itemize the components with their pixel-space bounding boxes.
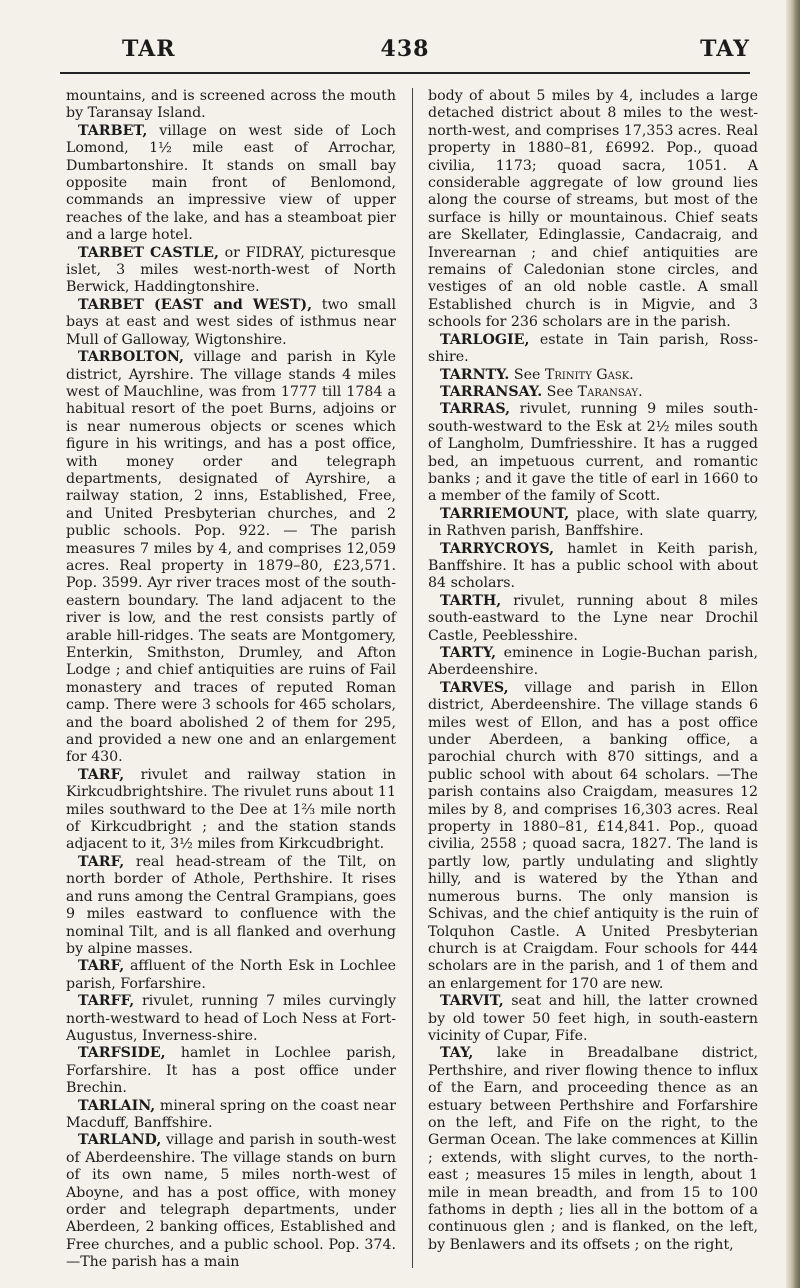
gazetteer-entry xyxy=(428,384,758,401)
entry-text: See xyxy=(542,383,578,400)
gazetteer-entry xyxy=(66,993,396,1045)
left-column xyxy=(66,88,396,1272)
gazetteer-entry xyxy=(66,349,396,767)
entry-text: hamlet in Lochlee parish, Forfarshire. It has a post office under Brechin. xyxy=(66,1045,396,1097)
entry-headword: TARVES, xyxy=(440,679,509,696)
entry-headword: TARRAS, xyxy=(440,401,511,418)
gazetteer-entry xyxy=(66,88,396,123)
gazetteer-entry xyxy=(66,1098,396,1133)
entry-text: affluent of the North Esk in Lochlee parish, Forfarshire. xyxy=(66,958,396,992)
book-page-edge xyxy=(786,0,800,1288)
entry-headword: TARNTY. xyxy=(440,366,510,383)
page-header xyxy=(60,36,750,66)
header-right-guide-word: TAY xyxy=(700,36,750,62)
gazetteer-entry xyxy=(428,367,758,384)
gazetteer-entry xyxy=(66,958,396,993)
gazetteer-entry xyxy=(66,1045,396,1097)
entry-text: body of about 5 miles by 4, includes a large detached district about 8 miles to the west-north-west, and comprises 17,353 acres. Real property in 1880–81, £6992. Pop., quoad civilia, 1173; quoad sacra, 1051. A considerable aggregate of low ground lies along the course of streams, but most of the surface is hilly or mountainous. Chief seats are Skellater, Edinglassie, Candacraig, and Inverearnan ; and chief antiquities are remains of Caledonian stone circles, and vestiges of an old noble castle. A small Established church is in Migvie, and 3 schools for 236 scholars are in the parish. xyxy=(428,88,758,331)
gazetteer-entry xyxy=(428,88,758,332)
gazetteer-entry xyxy=(66,297,396,349)
cross-reference: Trinity Gask. xyxy=(544,366,634,383)
entry-headword: TARRANSAY. xyxy=(440,383,543,400)
entry-headword: TAY, xyxy=(440,1045,474,1062)
cross-reference: Taransay. xyxy=(577,383,643,400)
gazetteer-entry xyxy=(428,401,758,505)
entry-headword: TARFSIDE, xyxy=(78,1045,166,1062)
entry-text: village on west side of Loch Lomond, 1½ mile east of Arrochar, Dumbartonshire. It stands on small bay opposite main front of Benlomond, commands an impressive view of upper reaches of the lake, and has a steamboat pier and a large hotel. xyxy=(66,122,396,244)
entry-text: mineral spring on the coast near Macduff, Banffshire. xyxy=(66,1097,396,1131)
entry-text: place, with slate quarry, in Rathven parish, Banffshire. xyxy=(428,505,758,540)
column-divider xyxy=(412,88,413,1268)
gazetteer-entry xyxy=(428,1045,758,1254)
entry-headword: TARBET, xyxy=(78,122,148,139)
gazetteer-entry xyxy=(66,854,396,958)
gazetteer-entry xyxy=(428,593,758,645)
entry-text: real head-stream of the Tilt, on north border of Athole, Perthshire. It rises and runs among the Central Grampians, goes 9 miles eastward to confluence with the nominal Tilt, and is all flanked and overhung by alpine masses. xyxy=(66,853,396,957)
entry-text: lake in Breadalbane district, Perthshire, and river flowing thence to influx of the Earn, and proceeding thence as an estuary between Perthshire and Forfarshire on the left, and Fife on the right, to the German Ocean. The lake commences at Killin ; extends, with slight curves, to the north-east ; measures 15 miles in length, about 1 mile in mean breadth, and from 15 to 100 fathoms in depth ; lies all in the bottom of a continuous glen ; and is flanked, on the left, by Benlawers and its offsets ; on the right, xyxy=(428,1045,758,1253)
entry-text: See xyxy=(509,366,545,383)
page-number: 438 xyxy=(380,36,430,62)
gazetteer-entry xyxy=(428,541,758,593)
header-left-guide-word: TAR xyxy=(122,36,176,62)
gazetteer-entry xyxy=(66,123,396,245)
gazetteer-entry xyxy=(428,332,758,367)
gazetteer-entry xyxy=(428,993,758,1045)
entry-text: or FIDRAY, picturesque islet, 3 miles west-north-west of North Berwick, Haddingtonshire. xyxy=(66,244,396,296)
entry-headword: TARVIT, xyxy=(440,993,504,1010)
entry-text: village and parish in Ellon district, Aberdeenshire. The village stands 6 miles west of Ellon, and has a post office under Aberdeen, a banking office, a parochial church with 870 sittings, and a public school with about 64 scholars. —The parish contains also Craigdam, measures 12 miles by 8, and comprises 16,303 acres. Real property in 1880–81, £14,841. Pop., quoad civilia, 2558 ; quoad sacra, 1827. The land is partly low, partly undulating and slightly hilly, and is watered by the Ythan and numerous burns. The only mansion is Schivas, and the chief antiquity is the ruin of Tolquhon Castle. A United Presbyterian church is at Craigdam. Four schools for 444 scholars are in the parish, and 1 of them and an enlargement for 170 are new. xyxy=(428,679,758,992)
entry-text: village and parish in south-west of Aberdeenshire. The village stands on burn of its own name, 5 miles north-west of Aboyne, and has a post office, with money order and telegraph departments, under Aberdeen, 2 banking offices, Established and Free churches, and a public school. Pop. 374.—The parish has a main xyxy=(66,1132,396,1271)
entry-headword: TARF, xyxy=(78,766,125,783)
entry-headword: TARLAIN, xyxy=(78,1097,156,1114)
gazetteer-entry xyxy=(428,680,758,993)
gazetteer-entry xyxy=(66,245,396,297)
entry-headword: TARTH, xyxy=(440,592,502,609)
entry-headword: TARBOLTON, xyxy=(78,349,184,366)
entry-headword: TARFF, xyxy=(78,993,135,1010)
entry-headword: TARF, xyxy=(78,958,125,975)
entry-headword: TARBET (EAST and WEST), xyxy=(78,296,313,313)
entry-headword: TARRIEMOUNT, xyxy=(440,505,570,522)
entry-text: rivulet, running 9 miles south-south-westward to the Esk at 2½ miles south of Langholm, Dumfriesshire. It has a rugged bed, an impetuous current, and romantic banks ; and it gave the title of earl in 1660 to a member of the family of Scott. xyxy=(428,401,758,505)
entry-text: mountains, and is screened across the mouth by Taransay Island. xyxy=(66,88,396,122)
entry-text: hamlet in Keith parish, Banffshire. It has a public school with about 84 scholars. xyxy=(428,540,758,592)
entry-text: two small bays at east and west sides of isthmus near Mull of Galloway, Wigtonshire. xyxy=(66,296,396,348)
header-rule xyxy=(60,72,750,74)
gazetteer-entry xyxy=(428,506,758,541)
entry-headword: TARF, xyxy=(78,853,125,870)
entry-text: village and parish in Kyle district, Ayrshire. The village stands 4 miles west of Mauchline, was from 1777 till 1784 a habitual resort of the poet Burns, adjoins or is near numerous objects or scenes which figure in his writings, and has a post office, with money order and telegraph departments, designated of Ayrshire, a railway station, 2 inns, Established, Free, and United Presbyterian churches, and 2 public schools. Pop. 922. — The parish measures 7 miles by 4, and comprises 12,059 acres. Real property in 1879–80, £23,571. Pop. 3599. Ayr river traces most of the south-eastern boundary. The land adjacent to the river is low, and the rest consists partly of arable hill-ridges. The seats are Montgomery, Enterkin, Smithston, Drumley, and Afton Lodge ; and chief antiquities are ruins of Fail monastery and traces of reputed Roman camp. There were 3 schools for 465 scholars, and the board abolished 2 of them for 295, and provided a new one and an enlargement for 430. xyxy=(66,349,396,766)
right-column xyxy=(428,88,758,1254)
entry-headword: TARLOGIE, xyxy=(440,331,530,348)
gazetteer-entry xyxy=(428,645,758,680)
entry-text: rivulet, running about 8 miles south-eastward to the Lyne near Drochil Castle, Peeblesshire. xyxy=(428,592,758,644)
entry-text: rivulet and railway station in Kirkcudbrightshire. The rivulet runs about 11 miles southward to the Dee at 1⅔ mile north of Kirkcudbright ; and the station stands adjacent to it, 3½ miles from Kirkcudbright. xyxy=(66,766,396,853)
entry-text: seat and hill, the latter crowned by old tower 50 feet high, in south-eastern vicinity of Cupar, Fife. xyxy=(428,993,758,1044)
entry-headword: TARTY, xyxy=(440,645,497,661)
entry-headword: TARLAND, xyxy=(78,1132,162,1149)
entry-headword: TARBET CASTLE, xyxy=(78,244,219,261)
entry-headword: TARRYCROYS, xyxy=(440,540,555,557)
entry-text: eminence in Logie-Buchan parish, Aberdeenshire. xyxy=(428,645,758,679)
gazetteer-entry xyxy=(66,1132,396,1271)
entry-text: estate in Tain parish, Ross-shire. xyxy=(428,331,758,366)
entry-text: rivulet, running 7 miles curvingly north-westward to head of Loch Ness at Fort-Augustus, Inverness-shire. xyxy=(66,993,396,1044)
gazetteer-entry xyxy=(66,767,396,854)
